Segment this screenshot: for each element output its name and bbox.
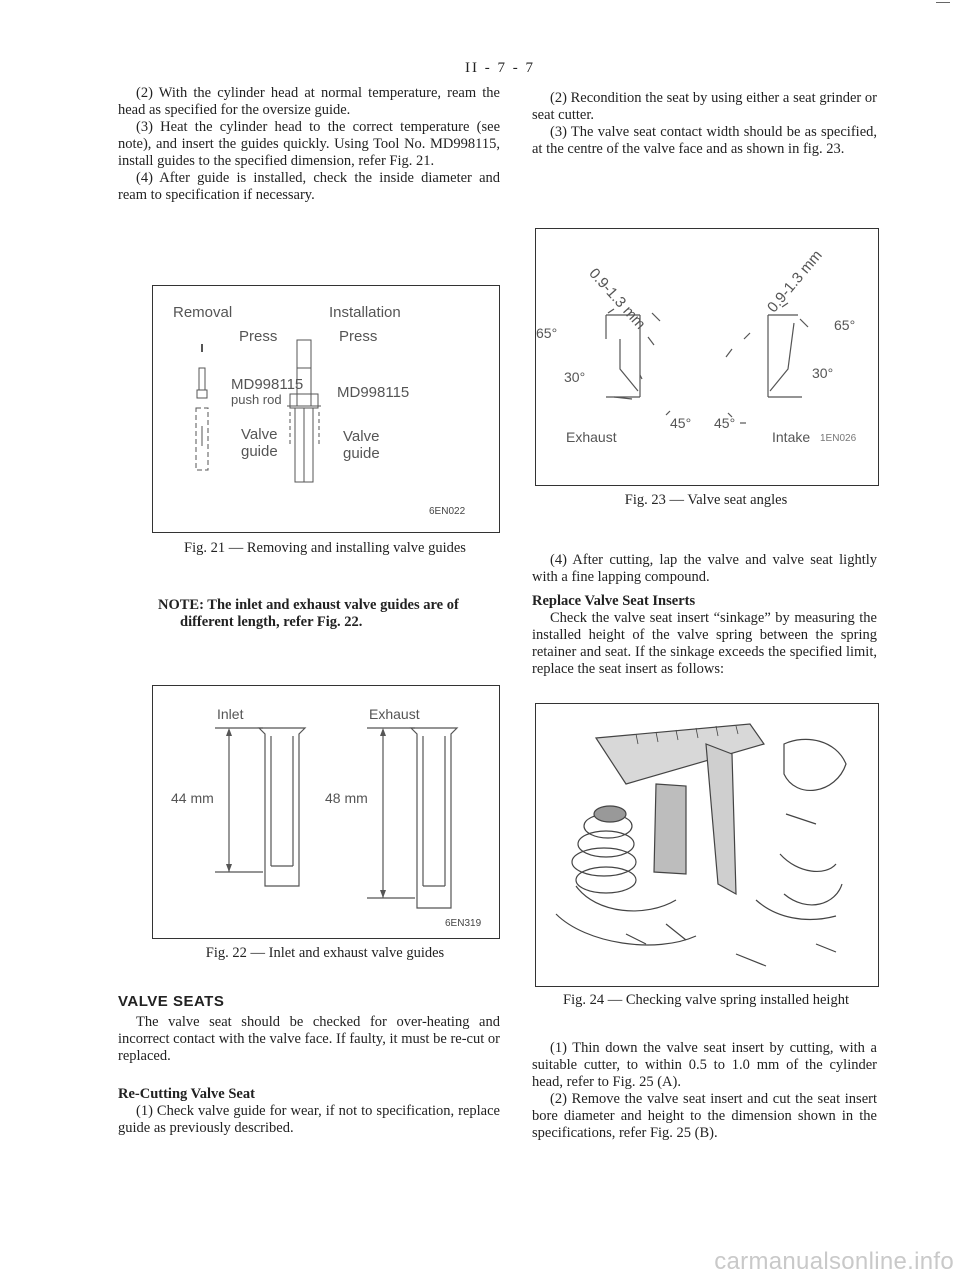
fig24-photo	[536, 704, 878, 986]
fig21-press-left: Press	[239, 328, 278, 345]
fig23-angle-65-right: 65°	[834, 317, 856, 333]
right-lap-text	[532, 552, 877, 586]
fig24-caption: Fig. 24 — Checking valve spring installed height	[563, 992, 849, 1008]
right-para-4: (4) After cutting, lap the valve and valve seat lightly with a fine lapping compound.	[532, 552, 877, 585]
fig23-exhaust-label: Exhaust	[566, 429, 617, 445]
fig23-width-left: 0.9-1.3 mm	[585, 265, 649, 333]
fig23-intake-label: Intake	[772, 429, 811, 445]
fig23-drawing	[536, 229, 878, 485]
fig23-box	[535, 228, 879, 486]
note-line-1: NOTE: The inlet and exhaust valve guides are of	[158, 597, 459, 613]
fig23-angle-65-left: 65°	[536, 325, 558, 341]
left-intro-text	[118, 85, 500, 204]
fig22-exhaust-label: Exhaust	[369, 706, 420, 722]
fig24-box	[535, 703, 879, 987]
fig21-guide-right: guide	[343, 445, 380, 462]
left-para-2: (2) With the cylinder head at normal temperature, ream the head as specified for the oversize guide.	[118, 85, 500, 118]
valve-seats-heading: VALVE SEATS	[118, 993, 225, 1010]
page-number: II - 7 - 7	[465, 60, 535, 76]
fig21-guide-left: guide	[241, 443, 278, 460]
fig22-exhaust-length: 48 mm	[325, 790, 368, 806]
fig21-tool-left: MD998115	[231, 376, 304, 393]
fig21-code: 6EN022	[429, 506, 466, 517]
fig22-box	[152, 685, 500, 939]
recut-body	[118, 1103, 500, 1137]
fig21-tool-right: MD998115	[337, 384, 410, 401]
replace-inserts-body	[532, 610, 877, 678]
fig21-drawing	[153, 286, 499, 532]
fig23-angle-45-left: 45°	[670, 415, 692, 431]
replace-inserts-text: Check the valve seat insert “sinkage” by measuring the installed height of the valve spring between the spring retainer and seat. If the sinkage exceeds the specified limit, replace the seat insert as follows:	[532, 610, 877, 677]
fig21-caption: Fig. 21 — Removing and installing valve guides	[184, 540, 466, 556]
recut-text: (1) Check valve guide for wear, if not to specification, replace guide as previously described.	[118, 1103, 500, 1136]
fig23-angle-30-right: 30°	[812, 365, 834, 381]
thin-text-1: (1) Thin down the valve seat insert by cutting, with a suitable cutter, to within 0.5 to 1.0 mm of the cylinder head, refer to Fig. 25 (A).	[532, 1040, 877, 1090]
thin-text-2: (2) Remove the valve seat insert and cut the seat insert bore diameter and height to the dimension shown in the specifications, refer Fig. 25 (B).	[532, 1091, 877, 1141]
note-line-2: different length, refer Fig. 22.	[180, 614, 363, 630]
fig23-angle-45-right: 45°	[714, 415, 736, 431]
fig22-drawing	[153, 686, 499, 938]
fig21-press-right: Press	[339, 328, 378, 345]
fig21-removal-label: Removal	[173, 304, 233, 321]
valve-guide-note	[158, 597, 498, 631]
fig21-installation-label: Installation	[329, 304, 401, 321]
fig22-code: 6EN319	[445, 918, 482, 929]
fig21-push-rod: push rod	[231, 392, 282, 407]
replace-inserts-heading: Replace Valve Seat Inserts	[532, 593, 696, 609]
fig22-inlet-length: 44 mm	[171, 790, 214, 806]
right-intro-text	[532, 90, 877, 158]
fig23-caption: Fig. 23 — Valve seat angles	[624, 492, 788, 508]
corner-mark	[936, 2, 950, 3]
fig22-inlet-label: Inlet	[217, 706, 244, 722]
fig23-width-right: 0.9-1.3 mm	[764, 246, 826, 316]
fig23-angle-30-left: 30°	[564, 369, 586, 385]
fig22-caption: Fig. 22 — Inlet and exhaust valve guides	[205, 945, 445, 961]
fig21-box	[152, 285, 500, 533]
right-para-3: (3) The valve seat contact width should be as specified, at the centre of the valve face and as shown in fig. 23.	[532, 124, 877, 157]
right-thin-text	[532, 1040, 877, 1142]
left-para-4: (4) After guide is installed, check the inside diameter and ream to specification if necessary.	[118, 170, 500, 203]
fig21-valve-left: Valve	[241, 426, 278, 443]
recut-heading: Re-Cutting Valve Seat	[118, 1086, 255, 1102]
valve-seats-body	[118, 1014, 500, 1065]
valve-seats-text: The valve seat should be checked for over-heating and incorrect contact with the valve face. If faulty, it must be re-cut or replaced.	[118, 1014, 500, 1064]
right-para-2: (2) Recondition the seat by using either a seat grinder or seat cutter.	[532, 90, 877, 123]
watermark: carmanualsonline.info	[714, 1248, 954, 1275]
left-para-3: (3) Heat the cylinder head to the correct temperature (see note), and insert the guides quickly. Using Tool No. MD998115, install guides to the specified dimension, refer Fig. 21.	[118, 119, 500, 169]
fig23-code: 1EN026	[820, 433, 857, 444]
fig21-valve-right: Valve	[343, 428, 380, 445]
